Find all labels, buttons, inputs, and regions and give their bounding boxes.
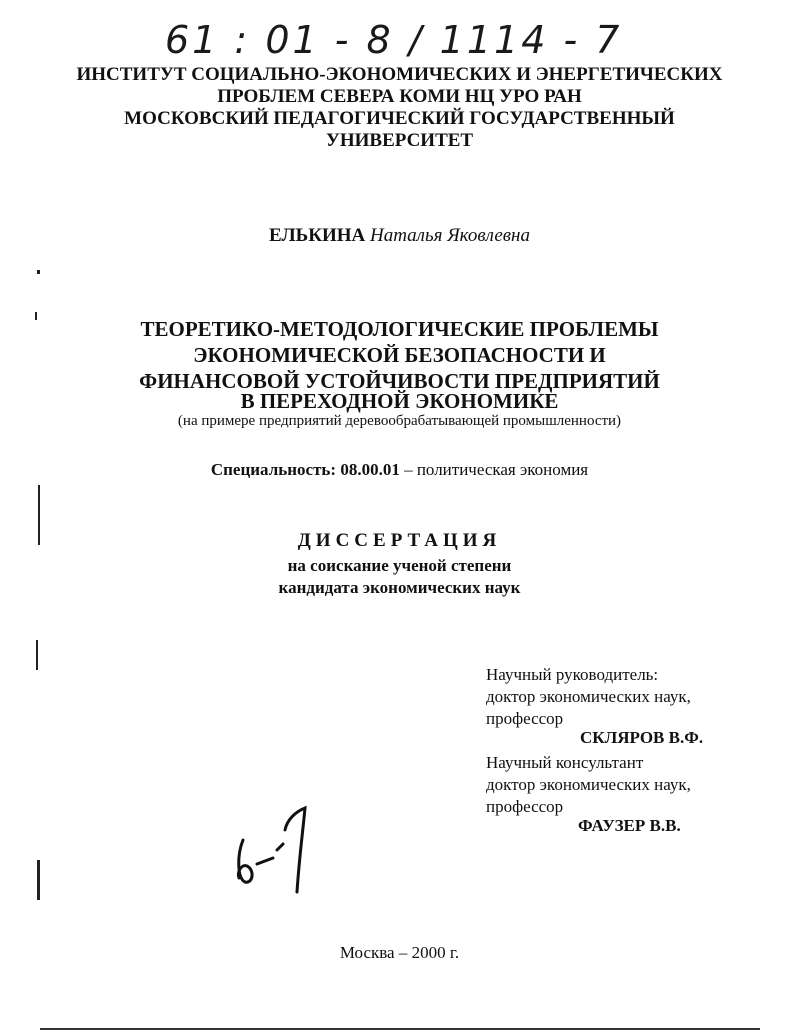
supervisor-title: профессор	[486, 709, 564, 728]
bottom-scan-edge	[40, 1028, 760, 1030]
specialty-label: Специальность:	[210, 460, 337, 479]
specialty	[0, 460, 799, 480]
title-line-1: ТЕОРЕТИКО-МЕТОДОЛОГИЧЕСКИЕ ПРОБЛЕМЫ	[140, 317, 659, 341]
consultant-role: Научный консультант	[486, 753, 644, 772]
handwritten-signature	[225, 800, 325, 900]
institution-line-3: МОСКОВСКИЙ ПЕДАГОГИЧЕСКИЙ ГОСУДАРСТВЕННЫЙ	[124, 108, 675, 129]
institution-line-2: ПРОБЛЕМ СЕВЕРА КОМИ НЦ УРО РАН	[217, 86, 582, 107]
dissertation-field-line: кандидата экономических наук	[278, 578, 521, 597]
title-subtitle: (на примере предприятий деревообрабатывающей промышленности)	[177, 413, 622, 429]
margin-scan-mark	[36, 640, 38, 670]
handwritten-catalog-number: 61 : 01 - 8 / 1114 - 7	[165, 18, 623, 62]
title-line-2: ЭКОНОМИЧЕСКОЙ БЕЗОПАСНОСТИ И	[193, 343, 606, 367]
city-year: Москва – 2000 г.	[339, 943, 460, 962]
consultant-name: ФАУЗЕР В.В.	[578, 816, 681, 835]
specialty-description: – политическая экономия	[404, 460, 589, 479]
margin-scan-mark	[35, 312, 37, 320]
dissertation-heading: ДИССЕРТАЦИЯ	[297, 530, 502, 551]
institution-line-4: УНИВЕРСИТЕТ	[325, 130, 474, 151]
dissertation-degree-line: на соискание ученой степени	[287, 556, 512, 575]
supervisor-degree: доктор экономических наук,	[486, 687, 691, 706]
author-first-names: Наталья Яковлевна	[370, 225, 530, 246]
margin-scan-mark	[38, 485, 40, 545]
title-line-4: В ПЕРЕХОДНОЙ ЭКОНОМИКЕ	[240, 389, 559, 413]
margin-scan-mark	[37, 270, 40, 274]
institution-line-1: ИНСТИТУТ СОЦИАЛЬНО-ЭКОНОМИЧЕСКИХ И ЭНЕРГЕТИЧЕСКИХ	[76, 64, 723, 85]
consultant-degree: доктор экономических наук,	[486, 775, 691, 794]
margin-scan-mark	[37, 860, 40, 900]
specialty-code: 08.00.01	[340, 460, 400, 479]
supervisor-role: Научный руководитель:	[486, 665, 659, 684]
consultant-title: профессор	[486, 797, 564, 816]
author-name	[0, 225, 799, 247]
supervisor-name: СКЛЯРОВ В.Ф.	[580, 728, 704, 747]
author-last-name: ЕЛЬКИНА	[269, 225, 366, 246]
title-line-3: ФИНАНСОВОЙ УСТОЙЧИВОСТИ ПРЕДПРИЯТИЙ	[139, 369, 660, 393]
